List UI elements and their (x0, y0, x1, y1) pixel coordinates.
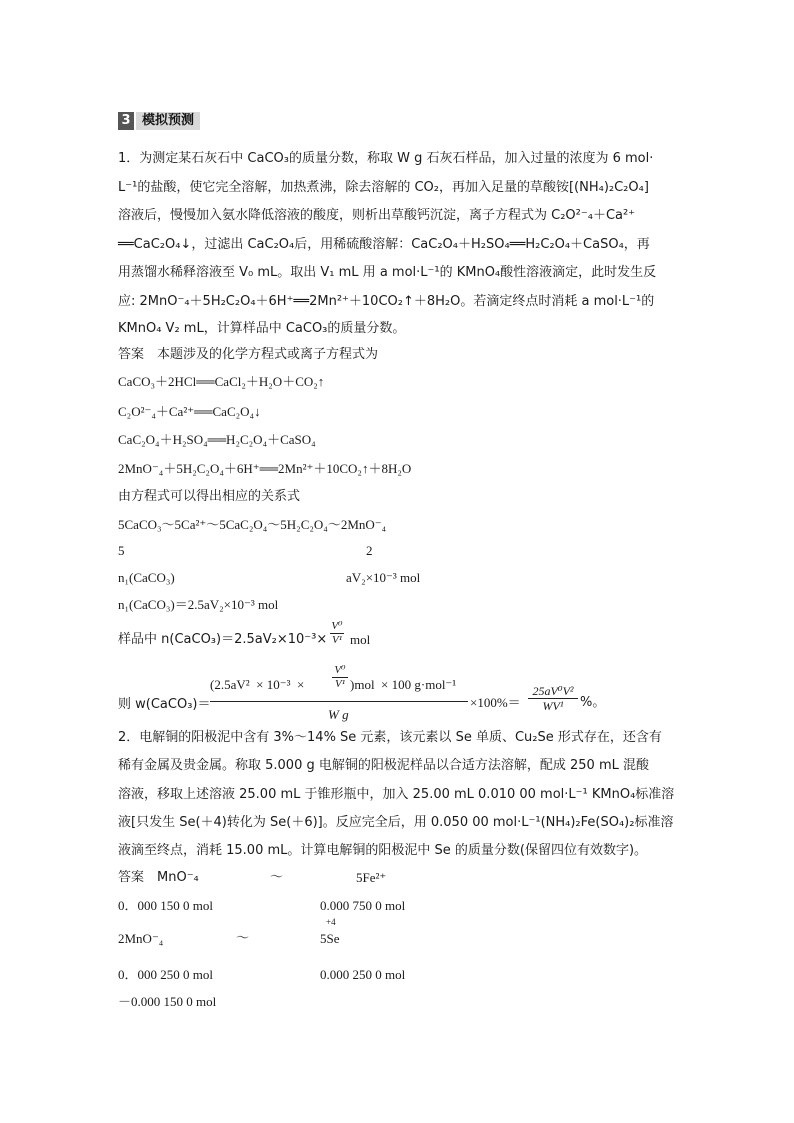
q2-line-4: 液[只发生 Se(＋4)转化为 Se(＋6)]。反应完全后，用 0.050 00 mol·L⁻¹(NH₄)₂Fe(SO₄)₂标准溶 (118, 815, 674, 830)
q1-line-7: KMnO₄ V₂ mL，计算样品中 CaCO₃的质量分数。 (118, 321, 406, 336)
a2-row3-right: 5Se (320, 931, 340, 946)
a2-row2-left: 0．000 150 0 mol (118, 898, 213, 913)
a1-line-7: 5CaCO₃～5Ca²⁺～5CaC₂O₄～5H₂C₂O₄～2MnO⁻₄ (118, 517, 387, 532)
a1-w-result-fraction (528, 684, 578, 713)
a2-row4-right: 0.000 250 0 mol (320, 967, 406, 982)
fraction-bar (330, 633, 344, 634)
q1-line-2: L⁻¹的盐酸，使它完全溶解，加热煮沸，除去溶解的 CO₂，再加入足量的草酸铵[(NH₄)₂C₂O₄] (118, 180, 649, 195)
section-header (118, 112, 200, 130)
a1-line-11-pre: 样品中 n(CaCO₃)＝2.5aV₂×10⁻³× (118, 632, 328, 647)
a1-line-4: CaC₂O₄＋H₂SO₄══H₂C₂O₄＋CaSO₄ (118, 432, 316, 447)
a2-row3-tilde: ～ (236, 931, 250, 946)
a1-line-11-fraction (330, 620, 344, 647)
result-fraction-bar (528, 698, 578, 699)
q1-line-6: 应: 2MnO⁻₄＋5H₂C₂O₄＋6H⁺══2Mn²⁺＋10CO₂↑＋8H₂O。若滴定终点时消耗 a mol·L⁻¹的 (118, 294, 655, 309)
q2-line-2: 稀有金属及贵金属。称取 5.000 g 电解铜的阳极泥样品以合适方法溶解，配成 250 mL 混酸 (118, 758, 649, 773)
fraction-numerator: V⁰ (331, 620, 343, 632)
q1-line-4: ══CaC₂O₄↓，过滤出 CaC₂O₄后，用稀硫酸溶解：CaC₂O₄＋H₂SO₄══H₂C₂O₄＋CaSO₄，再 (118, 237, 650, 252)
a2-row1-tilde: ～ (270, 870, 284, 885)
a1-n1-label: n₁(CaCO₃) (118, 570, 175, 585)
inner-fraction-denominator: V¹ (334, 678, 346, 690)
q2-line-5: 液滴至终点，消耗 15.00 mL。计算电解铜的阳极泥中 Se 的质量分数(保留四位有效数字)。 (118, 843, 648, 858)
a1-w-fraction-bar (210, 701, 468, 702)
inner-fraction-bar (332, 677, 348, 678)
a2-row1-left: 答案 MnO⁻₄ (118, 870, 199, 885)
a1-line-12-pre: 则 w(CaCO₃)＝ (118, 697, 211, 712)
section-number: 3 (118, 112, 134, 130)
result-numerator: 25aV⁰V² (532, 684, 574, 698)
a2-row1-right: 5Fe²⁺ (356, 870, 387, 885)
a1-w-denominator: W g (328, 707, 349, 722)
a1-w-post: %。 (580, 695, 606, 710)
a1-w-numerator-part1: (2.5aV² × 10⁻³ × (210, 677, 308, 692)
a1-line-2: CaCO₃＋2HCl══CaCl₂＋H₂O＋CO₂↑ (118, 374, 325, 389)
q1-line-1: 1．为测定某石灰石中 CaCO₃的质量分数，称取 W g 石灰石样品，加入过量的浓度为 6 mol· (118, 151, 654, 166)
a1-w-numerator-part2: )mol × 100 g·mol⁻¹ (350, 677, 457, 692)
a1-line-10: n₁(CaCO₃)＝2.5aV₂×10⁻³ mol (118, 597, 279, 612)
a1-coef-2: 2 (366, 543, 373, 558)
a1-n1-value: aV₂×10⁻³ mol (346, 570, 421, 585)
fraction-denominator: V¹ (331, 634, 343, 646)
q2-line-1: 2．电解铜的阳极泥中含有 3%～14% Se 元素，该元素以 Se 单质、Cu₂Se 形式存在，还含有 (118, 730, 662, 745)
a1-line-3: C₂O²⁻₄＋Ca²⁺══CaC₂O₄↓ (118, 404, 261, 419)
inner-fraction-numerator: V⁰ (334, 664, 346, 676)
q2-line-3: 溶液，移取上述溶液 25.00 mL 于锥形瓶中，加入 25.00 mL 0.010 00 mol·L⁻¹ KMnO₄标准溶 (118, 787, 675, 802)
a1-w-inner-fraction (332, 664, 348, 691)
q1-line-5: 用蒸馏水稀释溶液至 V₀ mL。取出 V₁ mL 用 a mol·L⁻¹的 KMnO₄酸性溶液滴定，此时发生反 (118, 265, 657, 280)
a1-line-1: 答案 本题涉及的化学方程式或离子方程式为 (118, 347, 379, 362)
a2-row3-left: 2MnO⁻₄ (118, 931, 164, 946)
a1-coef-5: 5 (118, 543, 125, 558)
section-title: 模拟预测 (136, 112, 200, 130)
a2-row3-oxidation-state: +4 (326, 917, 336, 927)
a1-w-mid: ×100%＝ (470, 695, 521, 710)
a2-row5: －0.000 150 0 mol (118, 994, 217, 1009)
a1-line-6: 由方程式可以得出相应的关系式 (118, 489, 301, 504)
a2-row2-right: 0.000 750 0 mol (320, 898, 406, 913)
a1-line-11-post: mol (350, 632, 371, 647)
a1-line-5: 2MnO⁻₄＋5H₂C₂O₄＋6H⁺══2Mn²⁺＋10CO₂↑＋8H₂O (118, 461, 412, 476)
a2-row4-left: 0．000 250 0 mol (118, 967, 213, 982)
result-denominator: WV¹ (542, 699, 564, 713)
q1-line-3: 溶液后，慢慢加入氨水降低溶液的酸度，则析出草酸钙沉淀，离子方程式为 C₂O²⁻₄＋Ca²⁺ (118, 208, 636, 223)
